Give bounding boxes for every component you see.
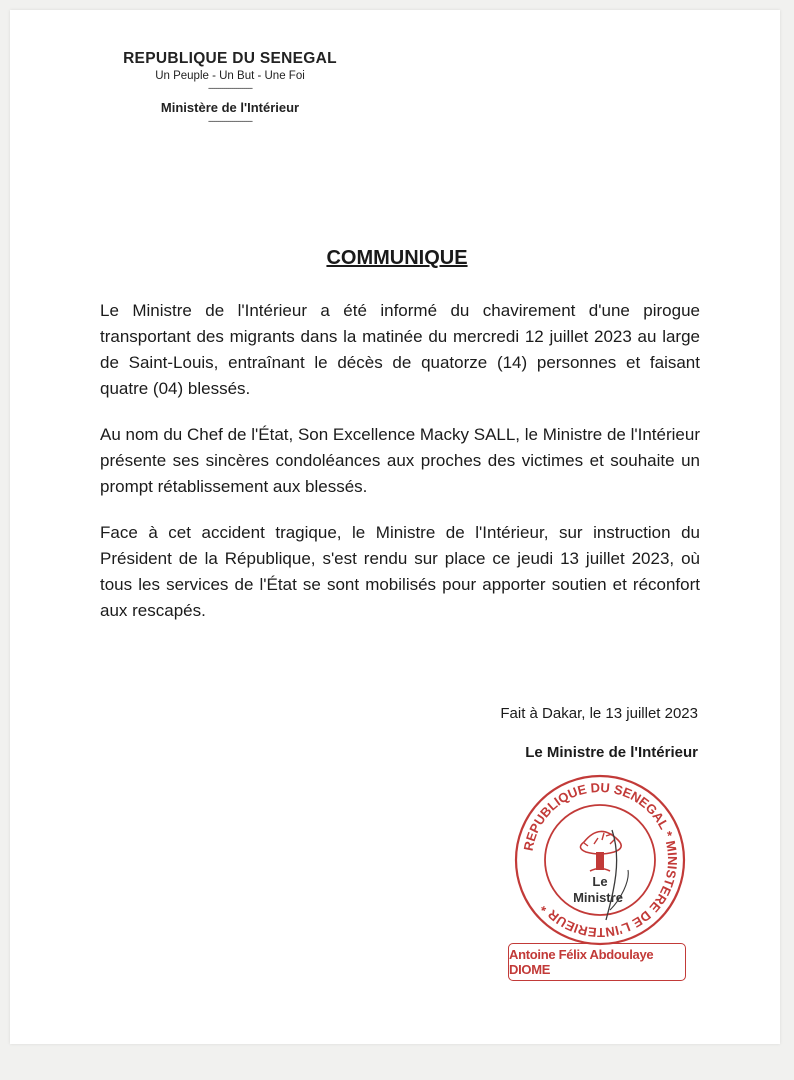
signatory-title: Le Ministre de l'Intérieur <box>525 744 698 761</box>
place-and-date: Fait à Dakar, le 13 juillet 2023 <box>500 705 698 722</box>
stamp-ring-text: REPUBLIQUE DU SENEGAL * MINISTERE DE L'INTERIEUR * <box>520 779 681 941</box>
signatory-name: Antoine Félix Abdoulaye DIOME <box>509 947 654 977</box>
letterhead <box>90 50 370 127</box>
signature-name-stamp <box>508 943 686 981</box>
stamp-center-line2: Ministre <box>573 890 623 905</box>
separator-line: ---------------------- <box>208 83 252 93</box>
official-stamp <box>510 770 690 950</box>
separator-line-2: ---------------------- <box>208 116 252 126</box>
national-motto: Un Peuple - Un But - Une Foi <box>155 70 305 82</box>
paragraph: Face à cet accident tragique, le Ministre de l'Intérieur, sur instruction du Président de la République, s'est rendu sur place ce jeudi 13 juillet 2023, où tous les services de l'État se sont mobilisés pour apporter soutien et réconfort aux rescapés. <box>100 523 700 620</box>
paragraph: Le Ministre de l'Intérieur a été informé du chavirement d'une pirogue transportant des migrants dans la matinée du mercredi 12 juillet 2023 au large de Saint-Louis, entraînant le décès de quatorze (14) personnes et faisant quatre (04) blessés. <box>100 301 700 398</box>
stamp-center-line1: Le <box>592 874 608 889</box>
baobab-tree-icon <box>580 831 621 871</box>
country-name: REPUBLIQUE DU SENEGAL <box>123 50 337 67</box>
document-title: COMMUNIQUE <box>326 247 468 269</box>
communique-body <box>100 298 700 644</box>
paragraph: Au nom du Chef de l'État, Son Excellence Macky SALL, le Ministre de l'Intérieur présente ses sincères condoléances aux proches des victimes et souhaite un prompt rétablissement aux blessés. <box>100 425 700 496</box>
ministry-name: Ministère de l'Intérieur <box>160 100 300 115</box>
